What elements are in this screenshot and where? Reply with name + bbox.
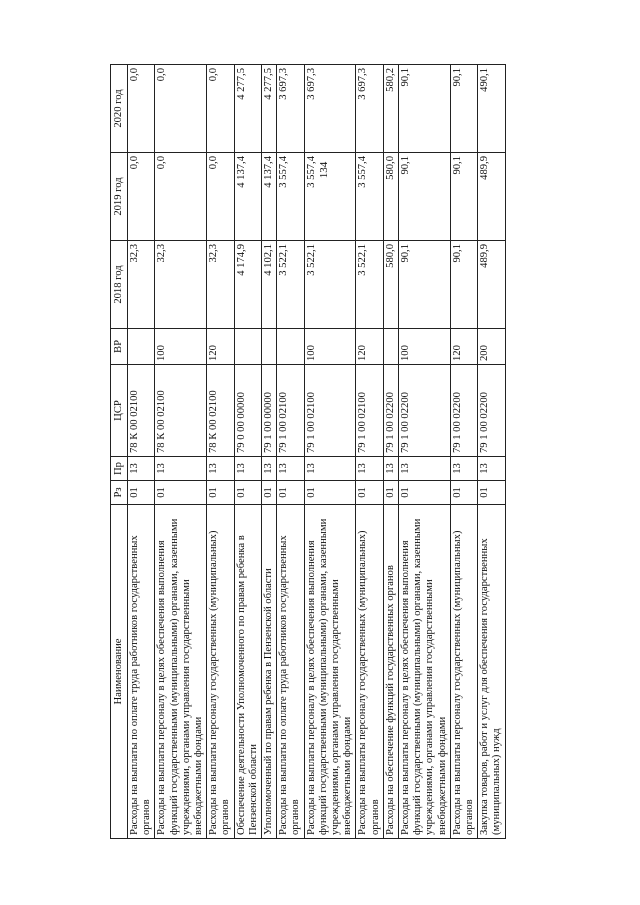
table-row: [262, 65, 277, 839]
cell-vr: [262, 329, 277, 365]
header-name: Наименование: [111, 505, 128, 839]
cell-rz: 01: [383, 481, 398, 505]
cell-name: Расходы на выплаты персоналу государственных (муниципальных) органов: [450, 505, 477, 839]
cell-vr: 120: [450, 329, 477, 365]
cell-rz: 01: [155, 481, 207, 505]
cell-pr: 13: [277, 457, 304, 481]
cell-csr: 79 1 00 02200: [450, 365, 477, 457]
table-row: [234, 65, 261, 839]
cell-2018: 489,9: [478, 241, 505, 329]
cell-name: Расходы на выплаты по оплате труда работников государственных органов: [128, 505, 155, 839]
cell-2019: 489,9: [478, 153, 505, 241]
cell-rz: 01: [128, 481, 155, 505]
cell-name: Обеспечение деятельности Уполномоченного по правам ребенка в Пензенской области: [234, 505, 261, 839]
cell-2019: 580,0: [383, 153, 398, 241]
cell-vr: 200: [478, 329, 505, 365]
cell-name: Расходы на выплаты по оплате труда работников государственных органов: [277, 505, 304, 839]
header-2019: 2019 год: [111, 153, 128, 241]
table-body: [128, 65, 506, 839]
budget-table-wrapper: [110, 65, 560, 839]
cell-pr: 13: [356, 457, 383, 481]
cell-name: Уполномоченный по правам ребенка в Пензенской области: [262, 505, 277, 839]
cell-2019: 0,0: [207, 153, 234, 241]
table-row: [399, 65, 451, 839]
cell-pr: 13: [478, 457, 505, 481]
cell-name: Расходы на обеспечение функций государственных органов: [383, 505, 398, 839]
table-row: [277, 65, 304, 839]
cell-2019: 4 137,4: [262, 153, 277, 241]
cell-2020: 4 277,5: [262, 65, 277, 153]
cell-2020: 3 697,3: [356, 65, 383, 153]
budget-table: [110, 64, 506, 839]
cell-csr: 79 1 00 02200: [383, 365, 398, 457]
header-csr: ЦСР: [111, 365, 128, 457]
cell-2019: 0,0: [128, 153, 155, 241]
cell-pr: 13: [234, 457, 261, 481]
table-row: [450, 65, 477, 839]
header-pr: Пр: [111, 457, 128, 481]
cell-rz: 01: [450, 481, 477, 505]
cell-pr: 13: [383, 457, 398, 481]
cell-2019: 3 557,4: [277, 153, 304, 241]
cell-csr: 79 0 00 00000: [234, 365, 261, 457]
cell-2018: 3 522,1: [356, 241, 383, 329]
cell-vr: [234, 329, 261, 365]
cell-vr: 120: [207, 329, 234, 365]
cell-csr: 79 1 00 02200: [399, 365, 451, 457]
cell-2019: 4 137,4: [234, 153, 261, 241]
cell-rz: 01: [207, 481, 234, 505]
cell-vr: 100: [399, 329, 451, 365]
cell-name: Расходы на выплаты персоналу государственных (муниципальных) органов: [356, 505, 383, 839]
cell-2018: 4 102,1: [262, 241, 277, 329]
cell-rz: 01: [304, 481, 356, 505]
cell-csr: 78 К 00 02100: [155, 365, 207, 457]
cell-2020: 0,0: [207, 65, 234, 153]
cell-2018: 580,0: [383, 241, 398, 329]
cell-2020: 3 697,3: [277, 65, 304, 153]
table-header-row: [111, 65, 128, 839]
table-row: [383, 65, 398, 839]
cell-vr: 100: [304, 329, 356, 365]
cell-rz: 01: [262, 481, 277, 505]
table-row: [478, 65, 505, 839]
cell-2020: 580,2: [383, 65, 398, 153]
cell-name: Расходы на выплаты персоналу в целях обеспечения выполнения функций государственными (муниципальными) органами, казенными учреждениями, органами управления государственными внебюджетными фондами: [399, 505, 451, 839]
cell-2018: 90,1: [399, 241, 451, 329]
cell-name: Расходы на выплаты персоналу в целях обеспечения выполнения функций государственными (муниципальными) органами, казенными учреждениями, органами управления государственными внебюджетными фондами: [304, 505, 356, 839]
cell-2018: 32,3: [155, 241, 207, 329]
cell-vr: [277, 329, 304, 365]
table-row: [304, 65, 356, 839]
cell-2019: 3 557,4: [304, 153, 356, 241]
cell-2020: 90,1: [450, 65, 477, 153]
cell-rz: 01: [399, 481, 451, 505]
cell-csr: 79 1 00 02200: [478, 365, 505, 457]
cell-vr: 100: [155, 329, 207, 365]
cell-2019: 3 557,4: [356, 153, 383, 241]
header-2018: 2018 год: [111, 241, 128, 329]
cell-vr: [128, 329, 155, 365]
table-row: [155, 65, 207, 839]
cell-2018: 32,3: [128, 241, 155, 329]
cell-csr: 79 1 00 00000: [262, 365, 277, 457]
table-row: [128, 65, 155, 839]
header-rz: Рз: [111, 481, 128, 505]
cell-pr: 13: [304, 457, 356, 481]
header-vr: ВР: [111, 329, 128, 365]
cell-rz: 01: [277, 481, 304, 505]
cell-pr: 13: [450, 457, 477, 481]
cell-2018: 4 174,9: [234, 241, 261, 329]
header-2020: 2020 год: [111, 65, 128, 153]
cell-vr: 120: [356, 329, 383, 365]
cell-2020: 0,0: [155, 65, 207, 153]
rotated-table-container: [110, 65, 560, 839]
cell-2020: 490,1: [478, 65, 505, 153]
cell-pr: 13: [128, 457, 155, 481]
cell-csr: 79 1 00 02100: [277, 365, 304, 457]
page-number: 134: [318, 161, 330, 179]
cell-pr: 13: [399, 457, 451, 481]
cell-name: Закупка товаров, работ и услуг для обеспечения государственных (муниципальных) нужд: [478, 505, 505, 839]
cell-2020: 0,0: [128, 65, 155, 153]
table-row: [356, 65, 383, 839]
cell-pr: 13: [262, 457, 277, 481]
cell-2020: 3 697,3: [304, 65, 356, 153]
cell-2018: 90,1: [450, 241, 477, 329]
cell-2018: 32,3: [207, 241, 234, 329]
cell-csr: 78 К 00 02100: [207, 365, 234, 457]
cell-2019: 90,1: [450, 153, 477, 241]
cell-2018: 3 522,1: [304, 241, 356, 329]
cell-rz: 01: [234, 481, 261, 505]
cell-csr: 79 1 00 02100: [356, 365, 383, 457]
cell-rz: 01: [356, 481, 383, 505]
cell-rz: 01: [478, 481, 505, 505]
cell-csr: 78 К 00 02100: [128, 365, 155, 457]
cell-pr: 13: [207, 457, 234, 481]
cell-2019: 0,0: [155, 153, 207, 241]
cell-name: Расходы на выплаты персоналу государственных (муниципальных) органов: [207, 505, 234, 839]
cell-2019: 90,1: [399, 153, 451, 241]
cell-2020: 90,1: [399, 65, 451, 153]
cell-2020: 4 277,5: [234, 65, 261, 153]
cell-name: Расходы на выплаты персоналу в целях обеспечения выполнения функций государственными (муниципальными) органами, казенными учреждениями, органами управления государственными внебюджетными фондами: [155, 505, 207, 839]
cell-pr: 13: [155, 457, 207, 481]
cell-vr: [383, 329, 398, 365]
cell-2018: 3 522,1: [277, 241, 304, 329]
table-row: [207, 65, 234, 839]
cell-csr: 79 1 00 02100: [304, 365, 356, 457]
